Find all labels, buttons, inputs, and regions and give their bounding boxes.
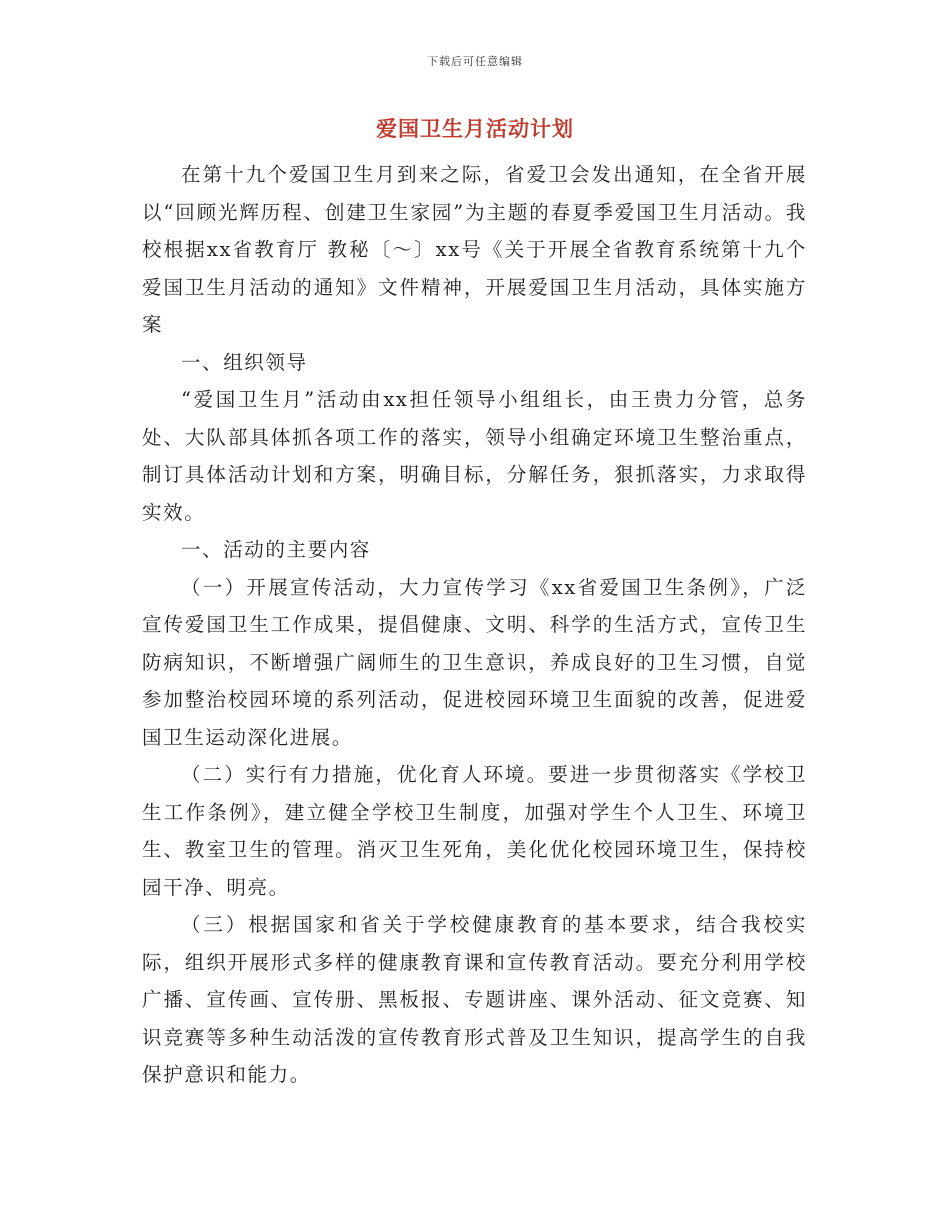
intro-paragraph: 在第十九个爱国卫生月到来之际，省爱卫会发出通知，在全省开展以“回顾光辉历程、创建卫生家园”为主题的春夏季爱国卫生月活动。我校根据xx省教育厅 教秘〔～〕xx号《关于开展全省教育系统第十九个爱国卫生月活动的通知》文件精神，开展爱国卫生月活动，具体实施方案 (142, 163, 807, 336)
organization-paragraph: “爱国卫生月”活动由xx担任领导小组组长，由王贵力分管，总务处、大队部具体抓各项工作的落实，领导小组确定环境卫生整治重点，制订具体活动计划和方案，明确目标，分解任务，狠抓落实，力求取得实效。 (142, 388, 807, 524)
section-heading-organization: 一、组织领导 (181, 350, 308, 374)
content-item-1-paragraph: （一）开展宣传活动，大力宣传学习《xx省爱国卫生条例》，广泛宣传爱国卫生工作成果，提倡健康、文明、科学的生活方式，宣传卫生防病知识，不断增强广阔师生的卫生意识，养成良好的卫生习惯，自觉参加整治校园环境的系列活动，促进校园环境卫生面貌的改善，促进爱国卫生运动深化进展。 (142, 575, 807, 749)
page-header-note: 下载后可任意编辑 (427, 55, 523, 68)
document-body (142, 156, 807, 1094)
document-title: 爱国卫生月活动计划 (376, 116, 574, 141)
section-heading-main-content: 一、活动的主要内容 (181, 538, 371, 561)
content-item-2-paragraph: （二）实行有力措施，优化育人环境。要进一步贯彻落实《学校卫生工作条例》，建立健全学校卫生制度，加强对学生个人卫生、环境卫生、教室卫生的管理。消灭卫生死角，美化优化校园环境卫生，保持校园干净、明亮。 (142, 763, 807, 899)
content-item-3-paragraph: （三）根据国家和省关于学校健康教育的基本要求，结合我校实际，组织开展形式多样的健康教育课和宣传教育活动。要充分利用学校广播、宣传画、宣传册、黑板报、专题讲座、课外活动、征文竞赛、知识竞赛等多种生动活泼的宣传教育形式普及卫生知识，提高学生的自我保护意识和能力。 (142, 913, 807, 1086)
